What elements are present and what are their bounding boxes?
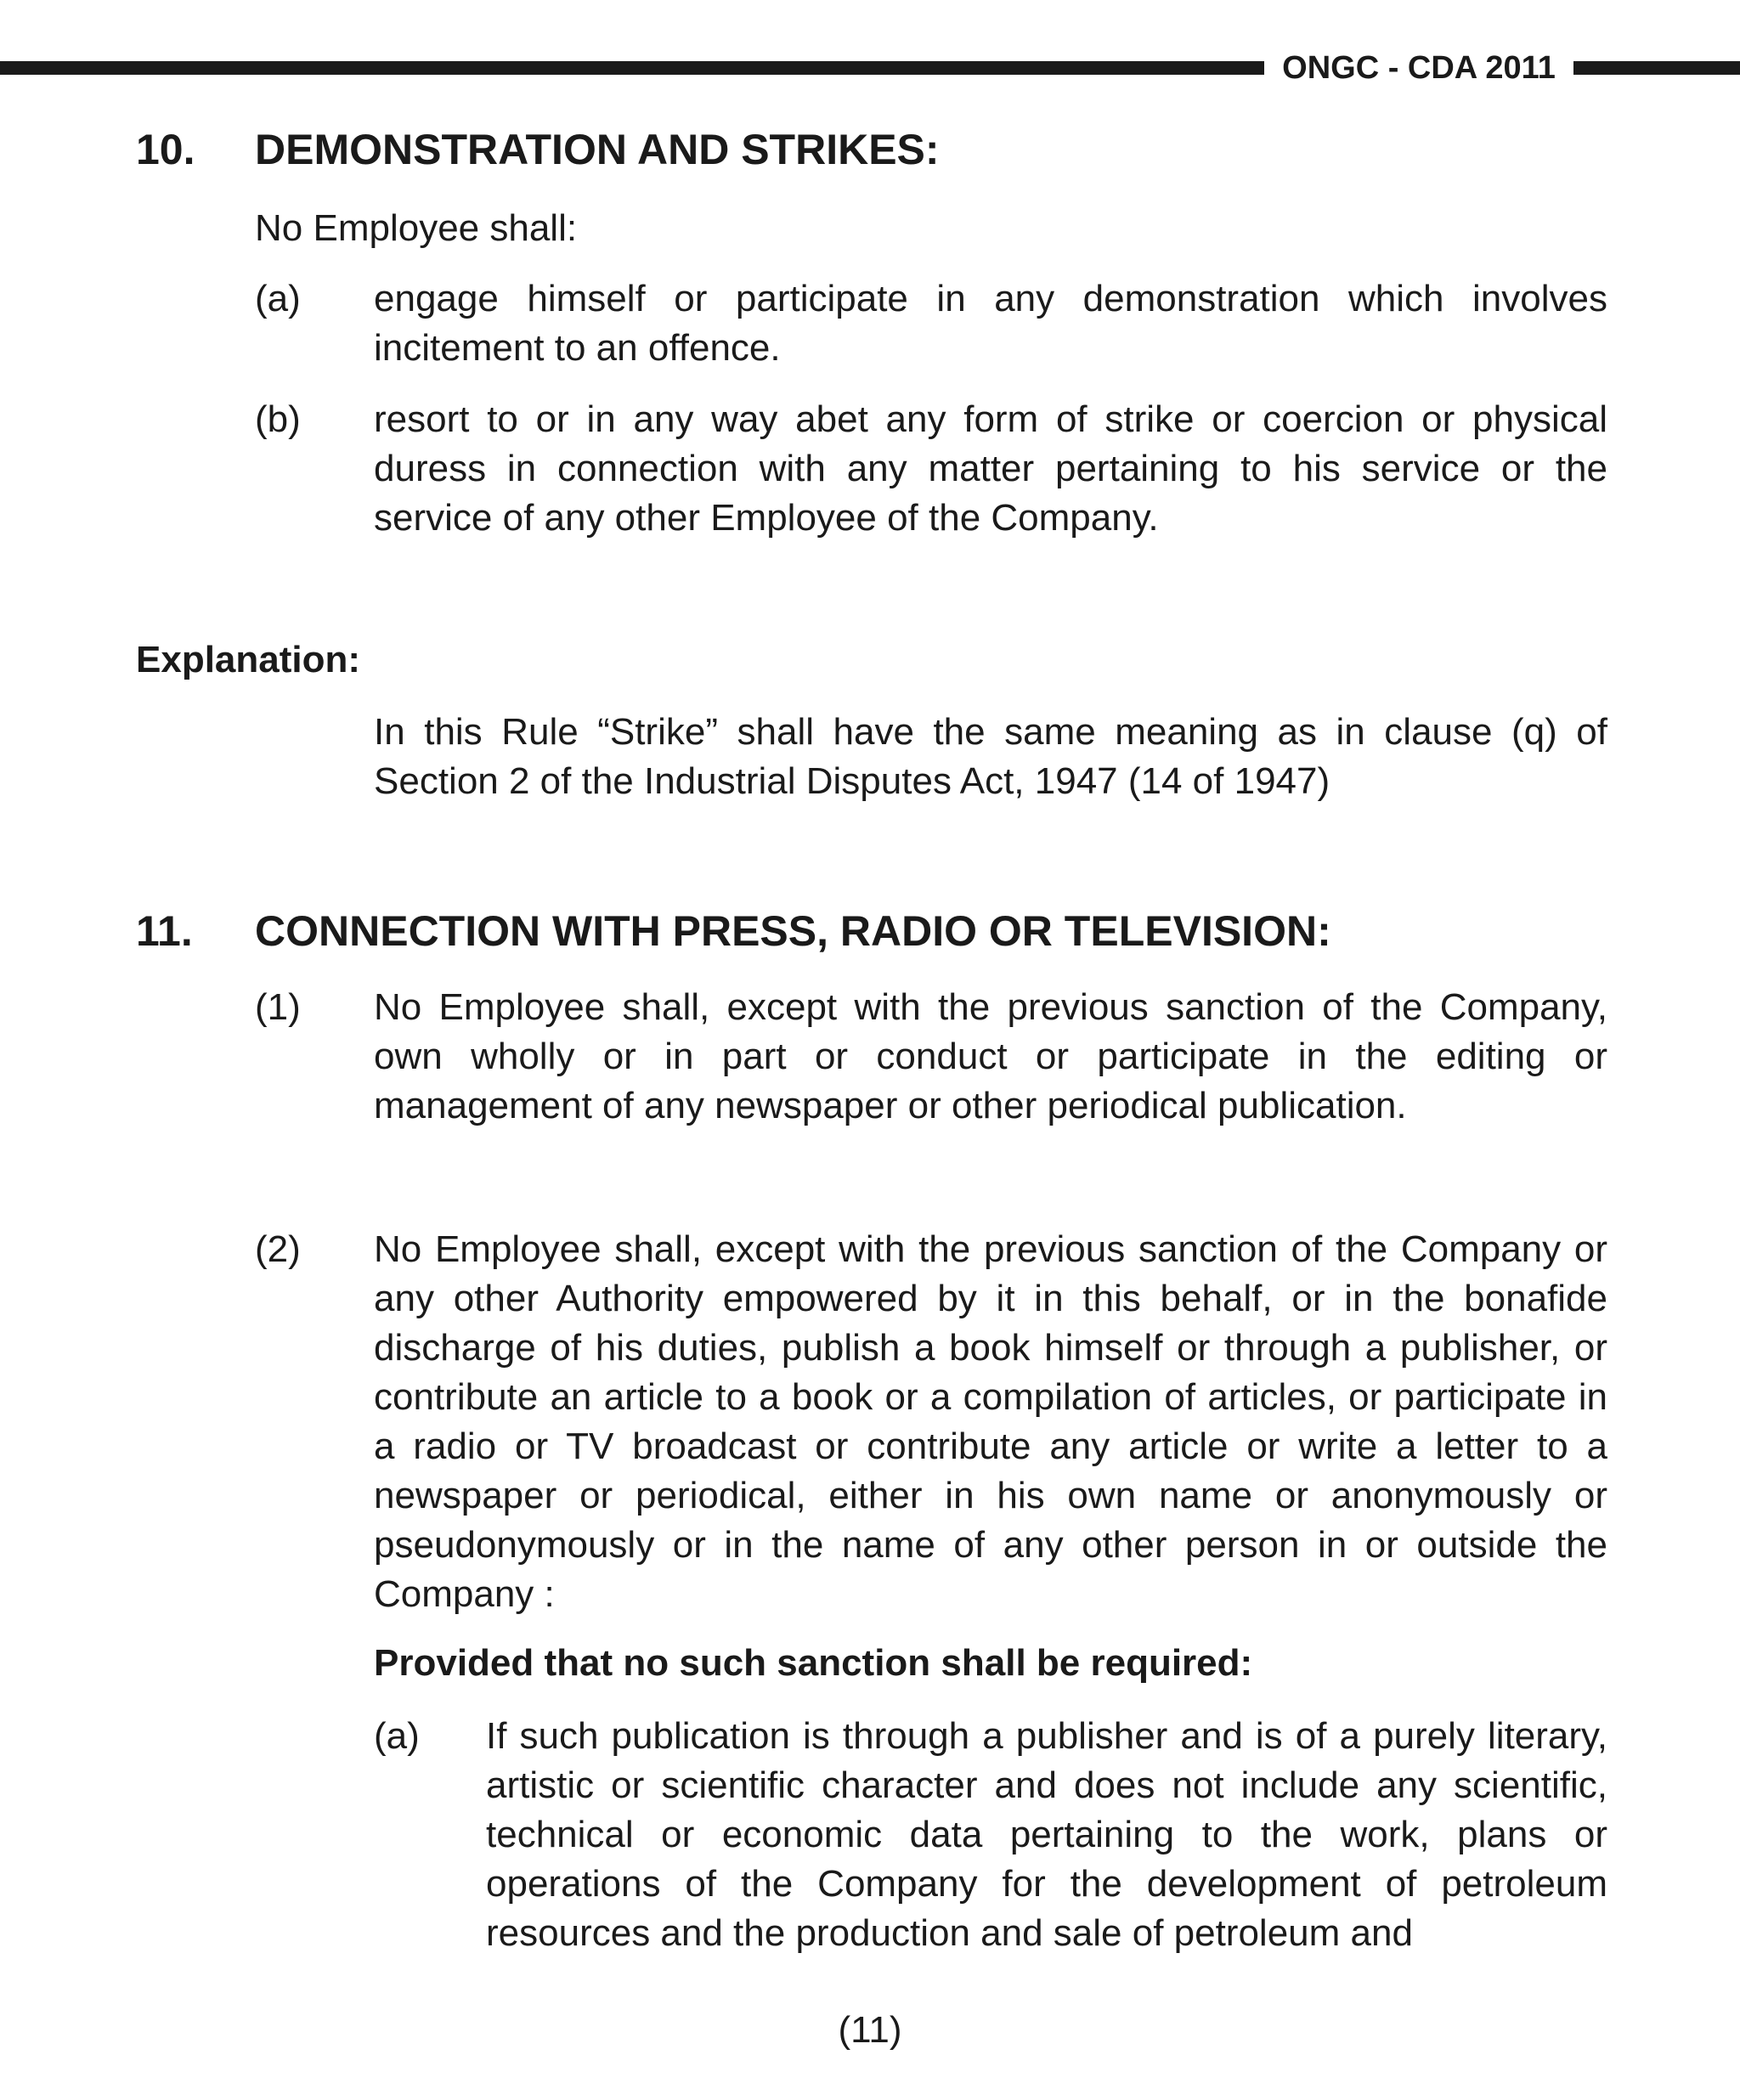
item-label: (b) — [255, 398, 301, 440]
item-text: No Employee shall, except with the previous sanction of the Company or any other Authority empowered by it in this behalf, or in the bonafide discharge of his duties, publish a book himself or through a publisher, or contribute an article to a book or a compilation of articles, or participate in a radio or TV broadcast or contribute any article or write a letter to a newspaper or periodical, either in his own name or anonymously or pseudonymously or in the name of any other person in or outside the Company : — [374, 1228, 1607, 1615]
section-11-title: CONNECTION WITH PRESS, RADIO OR TELEVISION: — [255, 907, 1331, 955]
proviso-heading: Provided that no such sanction shall be required: — [374, 1642, 1253, 1684]
item-label: (a) — [255, 278, 301, 319]
running-header: ONGC - CDA 2011 — [1282, 50, 1556, 86]
item-text: engage himself or participate in any demonstration which involves incitement to an offence. — [374, 278, 1607, 369]
explanation-text: In this Rule “Strike” shall have the same meaning as in clause (q) of Section 2 of the Industrial Disputes Act, 1947 (14 of 1947) — [374, 711, 1607, 802]
section-10-lead: No Employee shall: — [255, 207, 578, 249]
item-label: (1) — [255, 986, 301, 1028]
item-label: (2) — [255, 1228, 301, 1270]
section-11-number: 11. — [136, 907, 193, 955]
item-text: No Employee shall, except with the previous sanction of the Company, own wholly or in part or conduct or participate in the editing or management of any newspaper or other periodical publication. — [374, 986, 1607, 1126]
header-rule-right — [1573, 61, 1740, 75]
header-rule-left — [0, 61, 1264, 75]
section-10-number: 10. — [136, 126, 195, 173]
item-text: If such publication is through a publisher and is of a purely literary, artistic or scientific character and does not include any scientific, technical or economic data pertaining to the work, plans or operations of the Company for the development of petroleum resources and the production and sale of petroleum and — [486, 1715, 1607, 1954]
page-number: (11) — [838, 2009, 902, 2051]
item-text: resort to or in any way abet any form of strike or coercion or physical duress in connection with any matter pertaining to his service or the service of any other Employee of the Company. — [374, 398, 1607, 539]
section-10-title: DEMONSTRATION AND STRIKES: — [255, 126, 940, 173]
item-label: (a) — [374, 1715, 420, 1757]
explanation-heading: Explanation: — [136, 639, 361, 680]
